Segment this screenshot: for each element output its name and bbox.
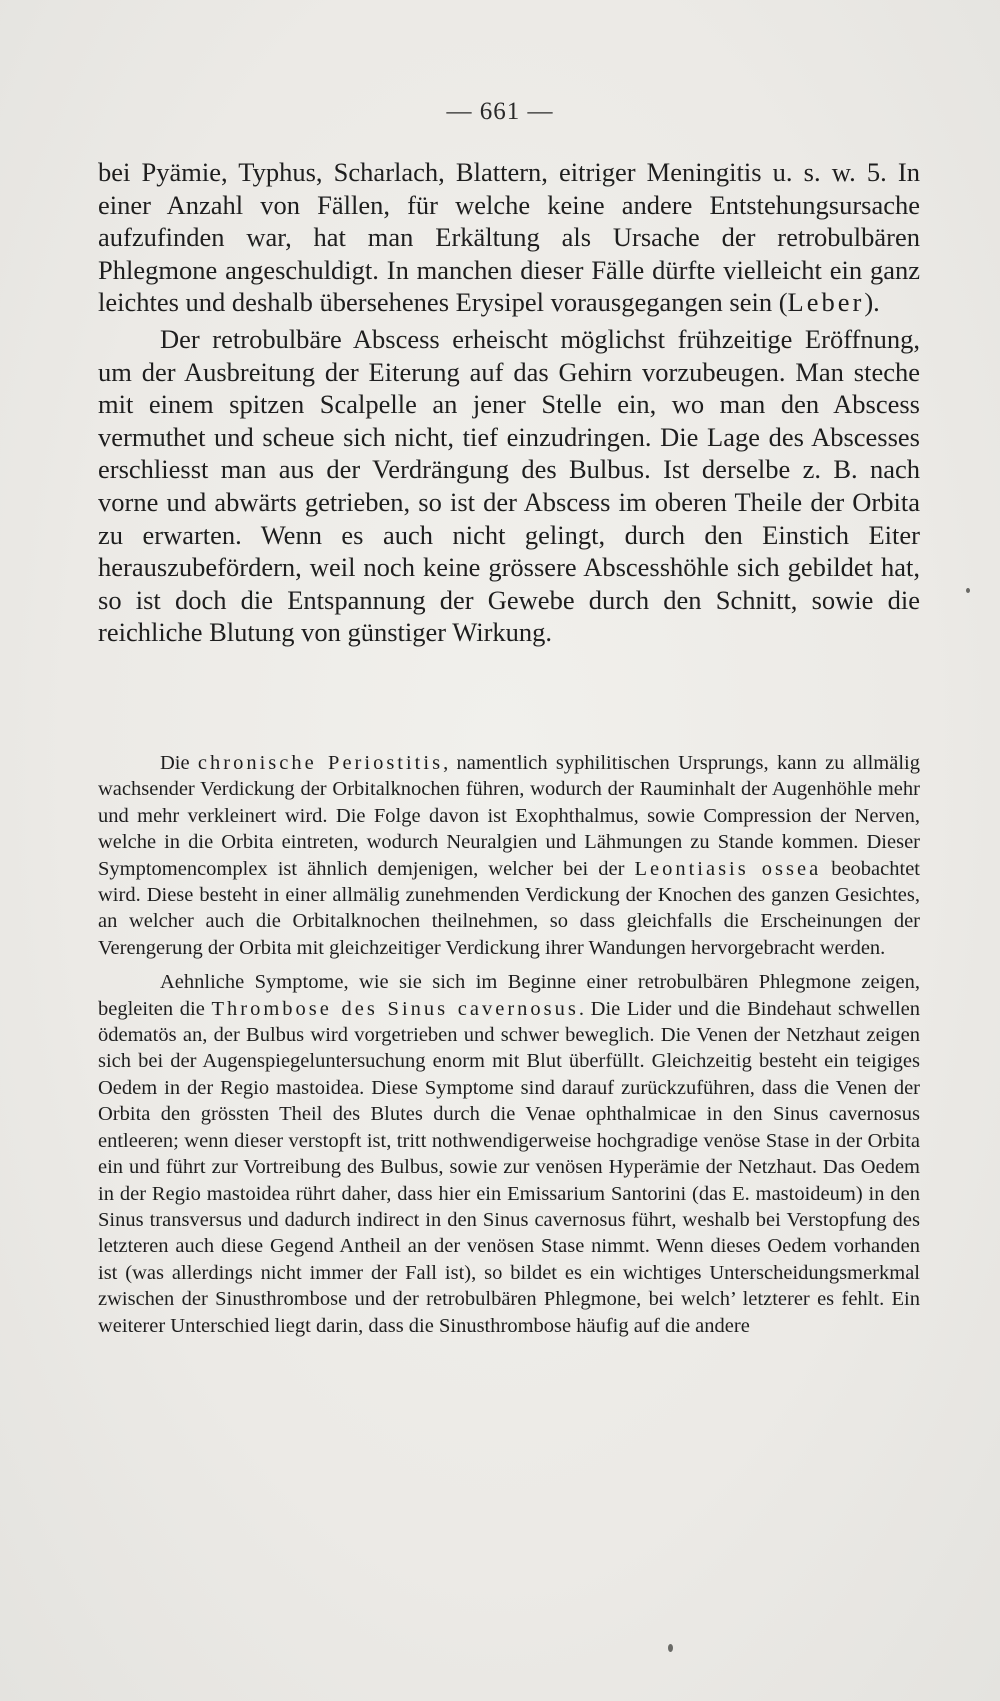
paragraph-aetiology <box>98 156 920 319</box>
paragraph-text: Die <box>160 752 198 774</box>
paragraph-periostitis <box>98 750 920 961</box>
paragraph-text: Aehnliche Symptome, wie sie sich im Beginne einer retrobulbären Phlegmone zeigen, begleiten die <box>98 971 920 1020</box>
page-number: — 661 — <box>446 98 554 125</box>
ink-speck <box>966 588 970 593</box>
paragraph-text: ). <box>864 287 880 318</box>
small-print-section <box>98 750 920 1339</box>
paragraph-text: bei Pyämie, Typhus, Scharlach, Blattern, eitriger Meningitis u. s. w. 5. In einer Anzahl von Fällen, für welche keine andere Entstehungsursache aufzufinden war, hat man Erkältung als Ursache der retrobulbären Phlegmone angeschuldigt. In manchen dieser Fälle dürfte vielleicht ein ganz leichtes und deshalb übersehenes Erysipel vorausgegangen sein ( <box>98 157 920 318</box>
author-name-leber: Leber <box>787 287 865 318</box>
paragraph-text: beobachtet wird. Diese besteht in einer allmälig zunehmenden Verdickung der Knochen des ganzen Gesichtes, an welcher auch die Orbitalknochen theilnehmen, so dass gleichfalls die Erscheinungen der Verengerung der Orbita mit gleichzeitiger Verdickung ihrer Wandungen hervorgebracht werden. <box>98 857 920 959</box>
term-chronische-periostitis: chronische Periostitis <box>197 752 444 774</box>
large-print-section <box>98 156 920 649</box>
ink-speck <box>668 1644 673 1652</box>
term-thrombose-sinus-cavernosus: Thrombose des Sinus cavernosus <box>211 997 579 1020</box>
term-leontiasis-ossea: Leontiasis ossea <box>634 857 822 880</box>
paragraph-sinus-thrombose <box>98 969 920 1339</box>
paragraph-text: , namentlich syphilitischen Ursprungs, kann zu allmälig wachsender Verdickung der Orbitalknochen führen, wodurch der Rauminhalt der Augenhöhle mehr und mehr verkleinert wird. Die Folge davon ist Exophthalmus, sowie Compression der Nerven, welche in die Orbita eintreten, wodurch Neuralgien und Lähmungen zu Stande kommen. Dieser Symptomencomplex ist ähnlich demjenigen, welcher bei der <box>98 752 920 880</box>
paragraph-therapy: Der retrobulbäre Abscess erheischt möglichst frühzeitige Eröffnung, um der Ausbreitung der Eiterung auf das Gehirn vorzubeugen. Man steche mit einem spitzen Scalpelle an jener Stelle ein, wo man den Abscess vermuthet und scheue sich nicht, tief einzudringen. Die Lage des Abscesses erschliesst man aus der Verdrängung des Bulbus. Ist derselbe z. B. nach vorne und abwärts getrieben, so ist der Abscess im oberen Theile der Orbita zu erwarten. Wenn es auch nicht gelingt, durch den Einstich Eiter herauszubefördern, weil noch keine grössere Abscesshöhle sich gebildet hat, so ist doch die Entspannung der Gewebe durch den Schnitt, sowie die reichliche Blutung von günstiger Wirkung. <box>98 323 920 648</box>
paragraph-text: . Die Lider und die Bindehaut schwellen ödematös an, der Bulbus wird vorgetrieben und schwer beweglich. Die Venen der Netzhaut zeigen sich bei der Augenspiegeluntersuchung enorm mit Blut überfüllt. Gleichzeitig besteht ein teigiges Oedem in der Regio mastoidea. Diese Symptome sind darauf zurückzuführen, dass die Venen der Orbita den grössten Theil des Blutes durch die Venae ophthalmicae in den Sinus cavernosus entleeren; wenn dieser verstopft ist, tritt nothwendigerweise hochgradige venöse Stase in der Orbita ein und führt zur Vortreibung des Bulbus, sowie zur venösen Hyperämie der Netzhaut. Das Oedem in der Regio mastoidea rührt daher, dass hier ein Emissarium Santorini (das E. mastoideum) in den Sinus transversus und dadurch indirect in den Sinus cavernosus führt, weshalb bei Verstopfung des letzteren auch diese Gegend Antheil an der venösen Stase nimmt. Wenn dieses Oedem vorhanden ist (was allerdings nicht immer der Fall ist), so bildet es ein wichtiges Unterscheidungsmerkmal zwischen der Sinusthrombose und der retrobulbären Phlegmone, bei welch’ letzterer es fehlt. Ein weiterer Unterschied liegt darin, dass die Sinusthrombose häufig auf die andere <box>98 997 920 1337</box>
